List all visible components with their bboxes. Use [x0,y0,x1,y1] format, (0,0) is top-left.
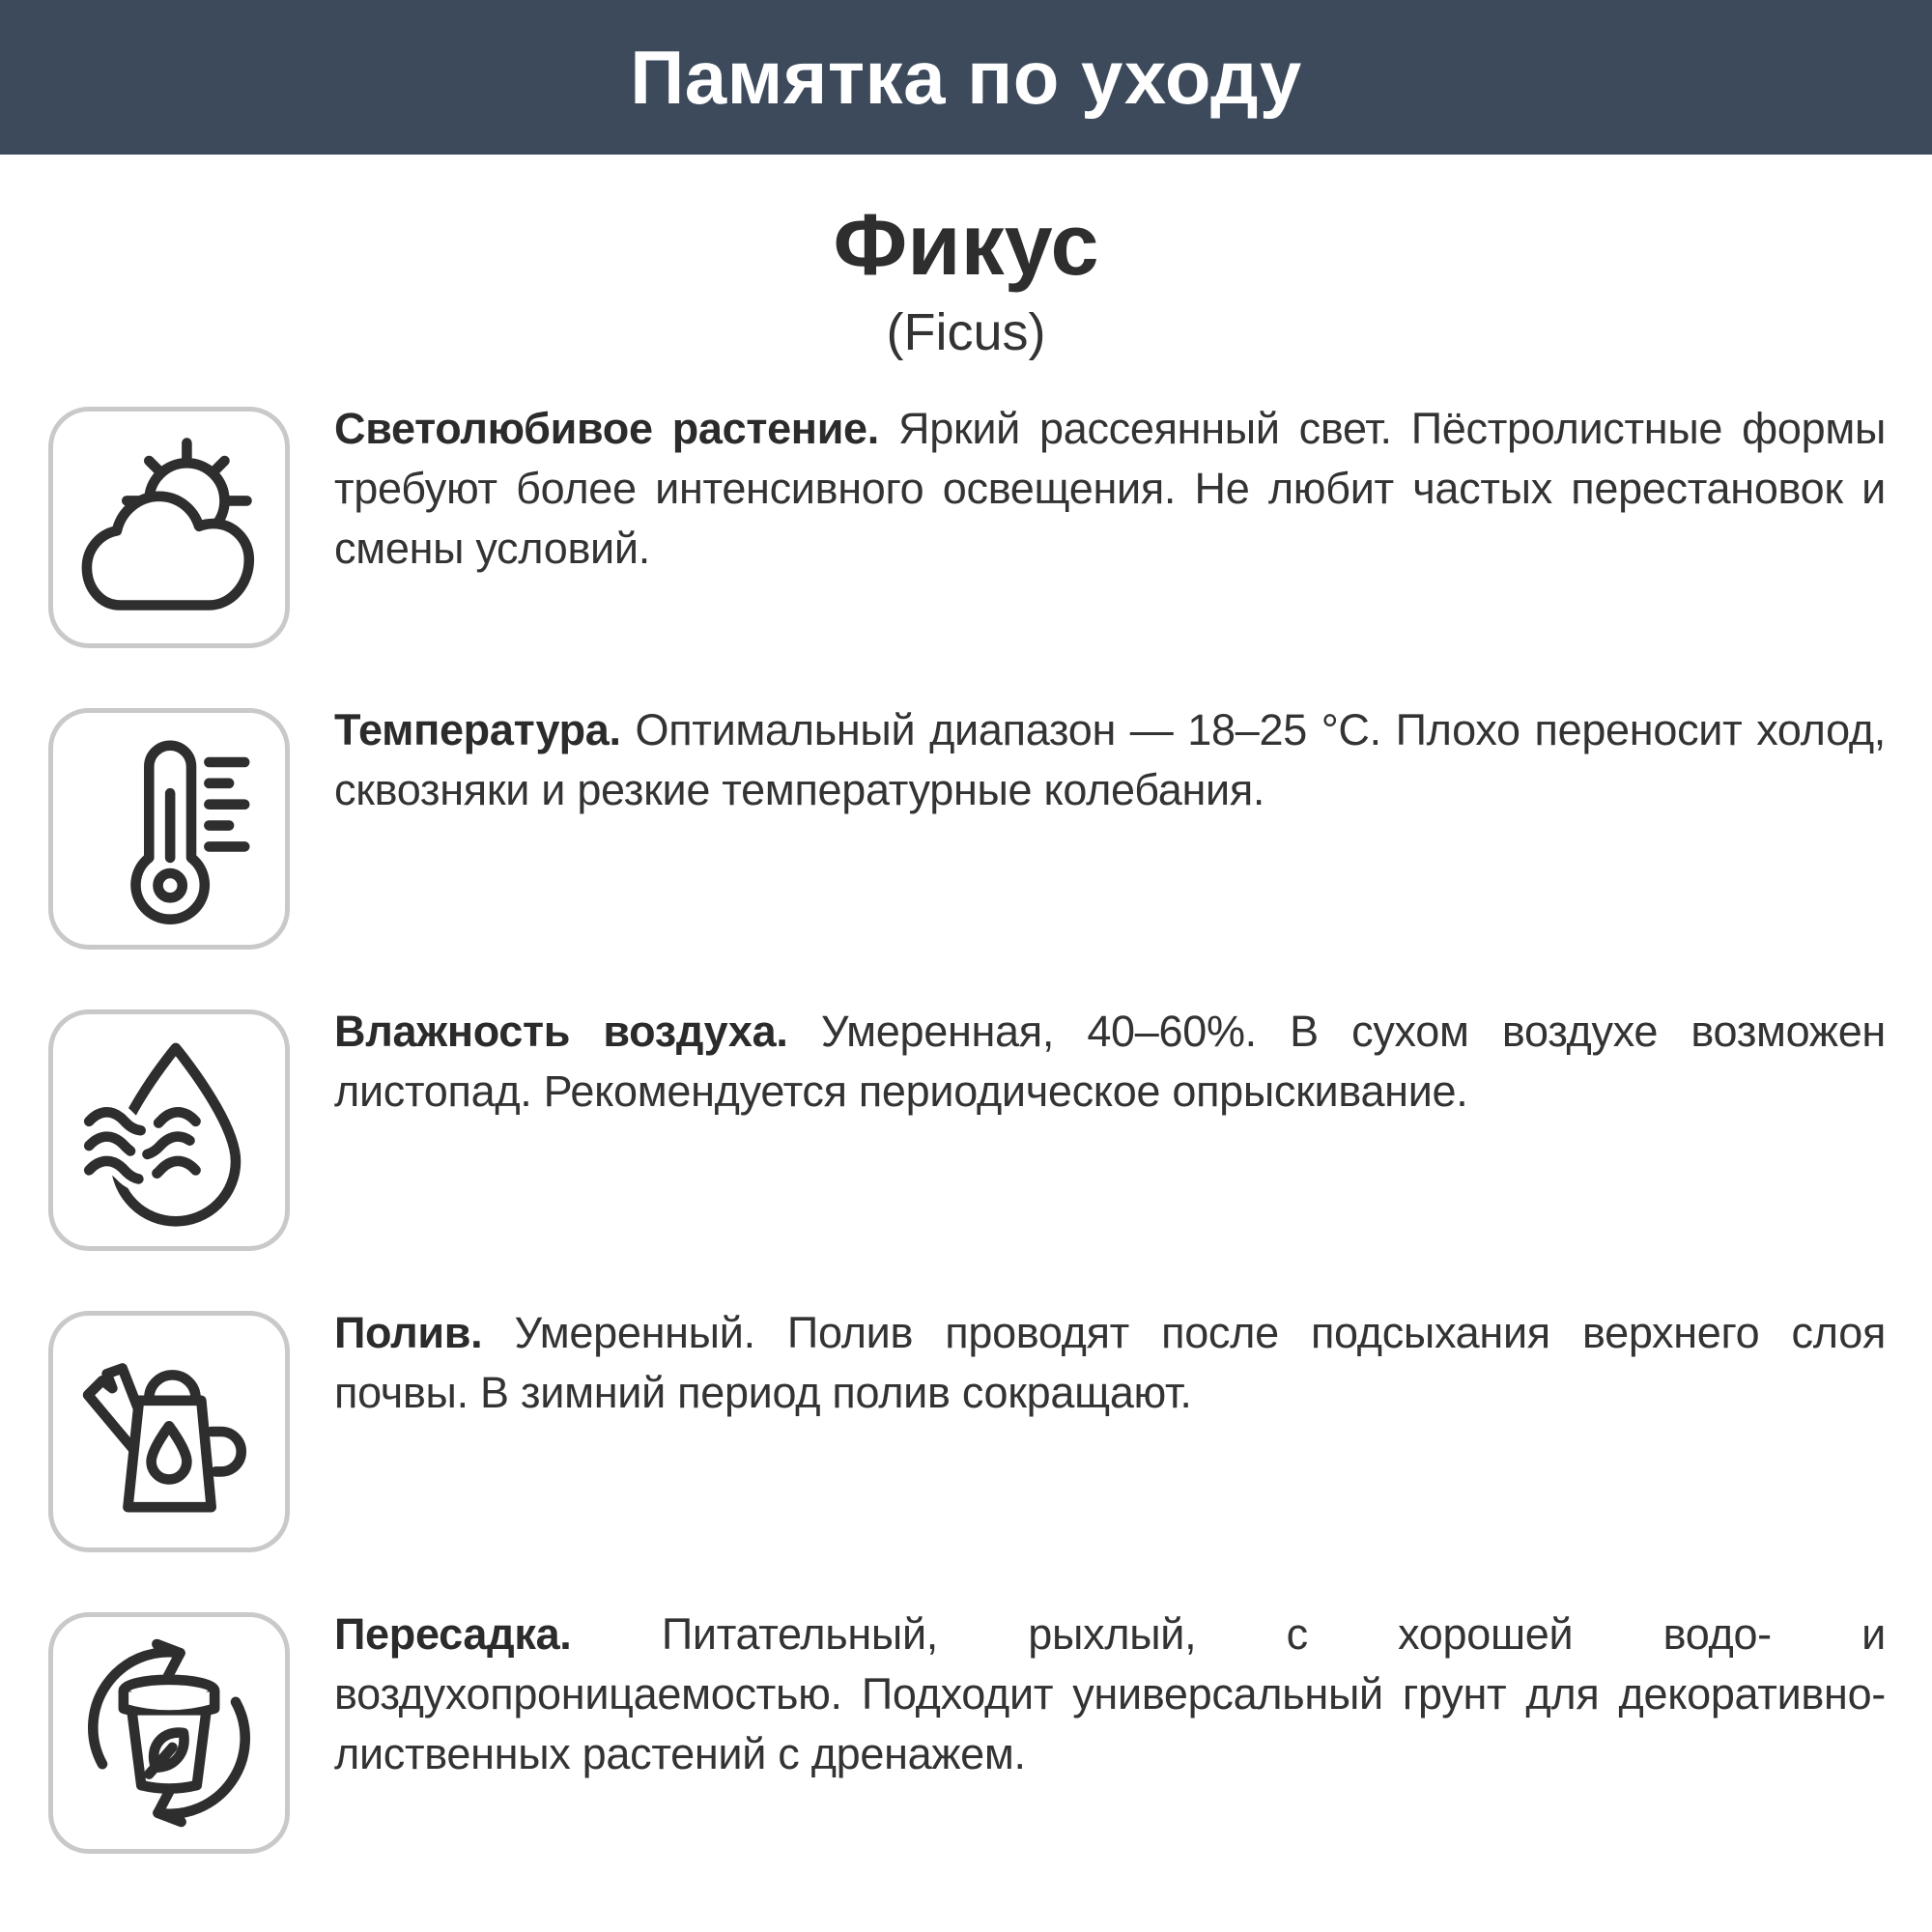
light-text [334,399,1886,579]
humidity-heading: Влажность воздуха. [334,1007,788,1057]
light-heading: Светолюбивое растение. [334,404,879,454]
repotting-heading: Пересадка. [334,1609,572,1660]
sun-cloud-icon [58,416,280,639]
plant-latin-name: (Ficus) [886,303,1046,362]
section-humidity [48,1009,1886,1251]
temperature-text [334,700,1886,820]
watering-heading: Полив. [334,1308,483,1358]
plant-title-block [0,199,1932,362]
humidity-text [334,1002,1886,1122]
temperature-heading: Температура. [334,705,621,755]
repotting-icon-box [48,1612,290,1854]
section-temperature [48,705,1886,950]
watering-can-icon [58,1321,280,1543]
repot-cycle-icon [58,1622,280,1844]
section-light [48,404,1887,648]
care-sections [0,404,1932,1854]
header-bar [0,0,1932,155]
temperature-body: Оптимальный диапазон — 18–25 °C. Плохо переносит холод, сквозняки и резкие температурные колебания. [334,705,1886,815]
watering-icon-box [48,1311,290,1552]
section-watering [48,1308,1887,1552]
watering-text [334,1303,1886,1423]
repotting-body: Питательный, рыхлый, с хорошей водо- и воздухопроницаемостью. Подходит универсальный грунт для декоративно-лиственных растений с дренажем. [334,1609,1886,1779]
light-body: Яркий рассеянный свет. Пёстролистные формы требуют более интенсивного освещения. Не любит частых перестановок и смены условий. [334,404,1887,574]
section-repotting [48,1609,1886,1854]
humidity-body: Умеренная, 40–60%. В сухом воздухе возможен листопад. Рекомендуется периодическое опрыскивание. [334,1007,1886,1117]
temperature-icon-box [48,708,290,950]
humidity-icon-box [48,1009,290,1251]
repotting-text [334,1605,1886,1784]
light-icon-box [48,407,290,648]
watering-body: Умеренный. Полив проводят после подсыхания верхнего слоя почвы. В зимний период полив сокращают. [334,1308,1887,1418]
thermometer-icon [58,718,280,940]
plant-name: Фикус [833,197,1099,294]
humidity-drop-icon [58,1019,280,1241]
page-title: Памятка по уходу [630,34,1302,120]
